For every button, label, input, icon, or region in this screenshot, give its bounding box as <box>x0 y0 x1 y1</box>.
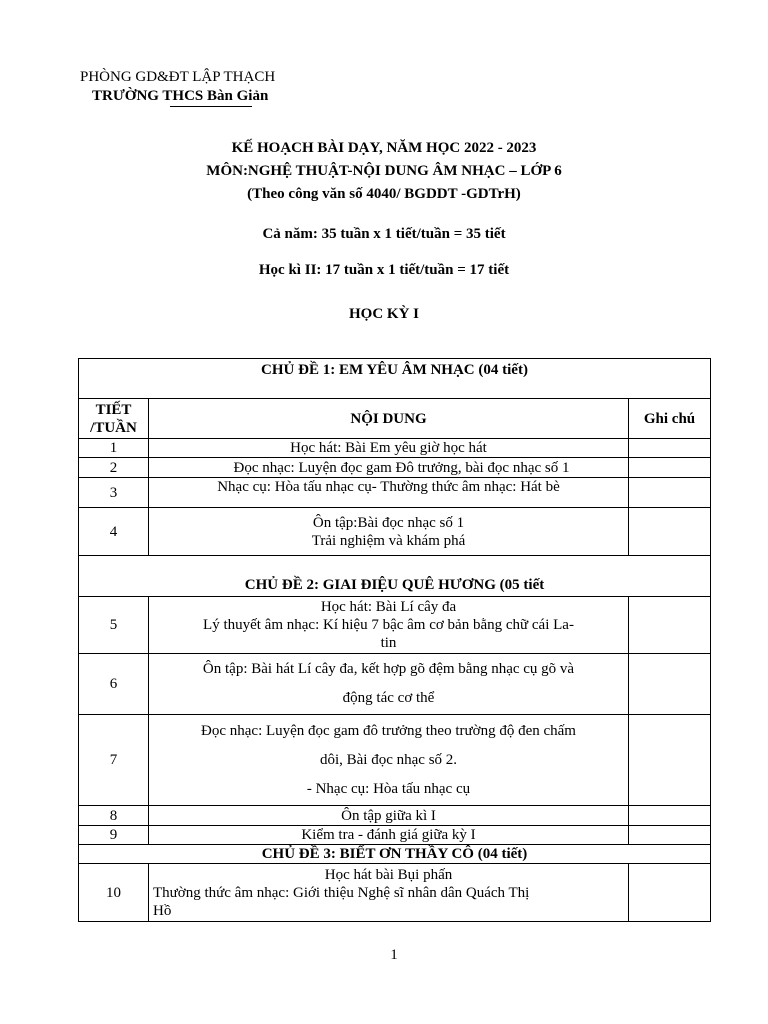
school-name: TRƯỜNG THCS Bàn Giản <box>92 88 269 104</box>
semester-total: Học kì II: 17 tuần x 1 tiết/tuần = 17 tiết <box>258 262 510 278</box>
lesson-content: Kiểm tra - đánh giá giữa kỳ I <box>149 826 629 845</box>
topic-row <box>79 845 711 864</box>
note-cell <box>629 826 711 845</box>
note-cell <box>629 478 711 508</box>
table-row <box>79 478 711 508</box>
department-name: PHÒNG GD&ĐT LẬP THẠCH <box>80 69 276 85</box>
period-number: 3 <box>79 478 149 508</box>
reference-note: (Theo công văn số 4040/ BGDDT -GDTrH) <box>247 186 521 202</box>
period-number: 10 <box>79 864 149 922</box>
document-title: KẾ HOẠCH BÀI DẠY, NĂM HỌC 2022 - 2023 <box>231 140 537 156</box>
table-row <box>79 508 711 556</box>
table-row <box>79 826 711 845</box>
period-number: 1 <box>79 439 149 458</box>
topic-3-heading: CHỦ ĐỀ 3: BIẾT ƠN THẦY CÔ (04 tiết) <box>79 845 711 864</box>
lesson-content: Ôn tập: Bài hát Lí cây đa, kết hợp gõ đệm bằng nhạc cụ gõ và động tác cơ thể <box>149 654 629 715</box>
lesson-content: Nhạc cụ: Hòa tấu nhạc cụ- Thường thức âm nhạc: Hát bè <box>149 478 629 508</box>
table-row <box>79 439 711 458</box>
table-row <box>79 654 711 715</box>
lesson-content: Ôn tập:Bài đọc nhạc số 1 Trải nghiệm và khám phá <box>149 508 629 556</box>
school-underline <box>170 106 252 107</box>
period-number: 2 <box>79 458 149 478</box>
note-header: Ghi chú <box>629 399 711 439</box>
period-number: 8 <box>79 806 149 826</box>
note-cell <box>629 715 711 806</box>
year-total: Cả năm: 35 tuần x 1 tiết/tuần = 35 tiết <box>262 226 506 242</box>
table-header-row <box>79 399 711 439</box>
period-number: 5 <box>79 597 149 654</box>
lesson-content: Học hát: Bài Lí cây đa Lý thuyết âm nhạc: Kí hiệu 7 bậc âm cơ bản bằng chữ cái La- tin <box>149 597 629 654</box>
table-row <box>79 864 711 922</box>
lesson-content: Đọc nhạc: Luyện đọc gam Đô trưởng, bài đọc nhạc số 1 <box>149 458 629 478</box>
lesson-content: Đọc nhạc: Luyện đọc gam đô trưởng theo trường độ đen chấm dôi, Bài đọc nhạc số 2. - Nhạc cụ: Hòa tấu nhạc cụ <box>149 715 629 806</box>
period-number: 6 <box>79 654 149 715</box>
note-cell <box>629 439 711 458</box>
subject-title: MÔN:NGHỆ THUẬT-NỘI DUNG ÂM NHẠC – LỚP 6 <box>206 163 562 179</box>
period-number: 7 <box>79 715 149 806</box>
topic-row <box>79 359 711 399</box>
page-number: 1 <box>390 947 398 963</box>
table-row <box>79 458 711 478</box>
lesson-content: Học hát bài Bụi phấn Thường thức âm nhạc: Giới thiệu Nghệ sĩ nhân dân Quách Thị Hồ <box>149 864 629 922</box>
note-cell <box>629 654 711 715</box>
semester-heading: HỌC KỲ I <box>348 306 419 322</box>
note-cell <box>629 806 711 826</box>
period-week-header: TIẾT /TUẦN <box>79 399 149 439</box>
note-cell <box>629 864 711 922</box>
table-row <box>79 715 711 806</box>
note-cell <box>629 597 711 654</box>
topic-row <box>79 556 711 597</box>
period-number: 9 <box>79 826 149 845</box>
lesson-content: Ôn tập giữa kì I <box>149 806 629 826</box>
note-cell <box>629 458 711 478</box>
table-row <box>79 597 711 654</box>
period-number: 4 <box>79 508 149 556</box>
topic-2-heading: CHỦ ĐỀ 2: GIAI ĐIỆU QUÊ HƯƠNG (05 tiết <box>79 556 711 597</box>
table-row <box>79 806 711 826</box>
lesson-plan-table <box>78 358 711 922</box>
topic-1-heading: CHỦ ĐỀ 1: EM YÊU ÂM NHẠC (04 tiết) <box>79 359 711 399</box>
content-header: NỘI DUNG <box>149 399 629 439</box>
lesson-content: Học hát: Bài Em yêu giờ học hát <box>149 439 629 458</box>
note-cell <box>629 508 711 556</box>
